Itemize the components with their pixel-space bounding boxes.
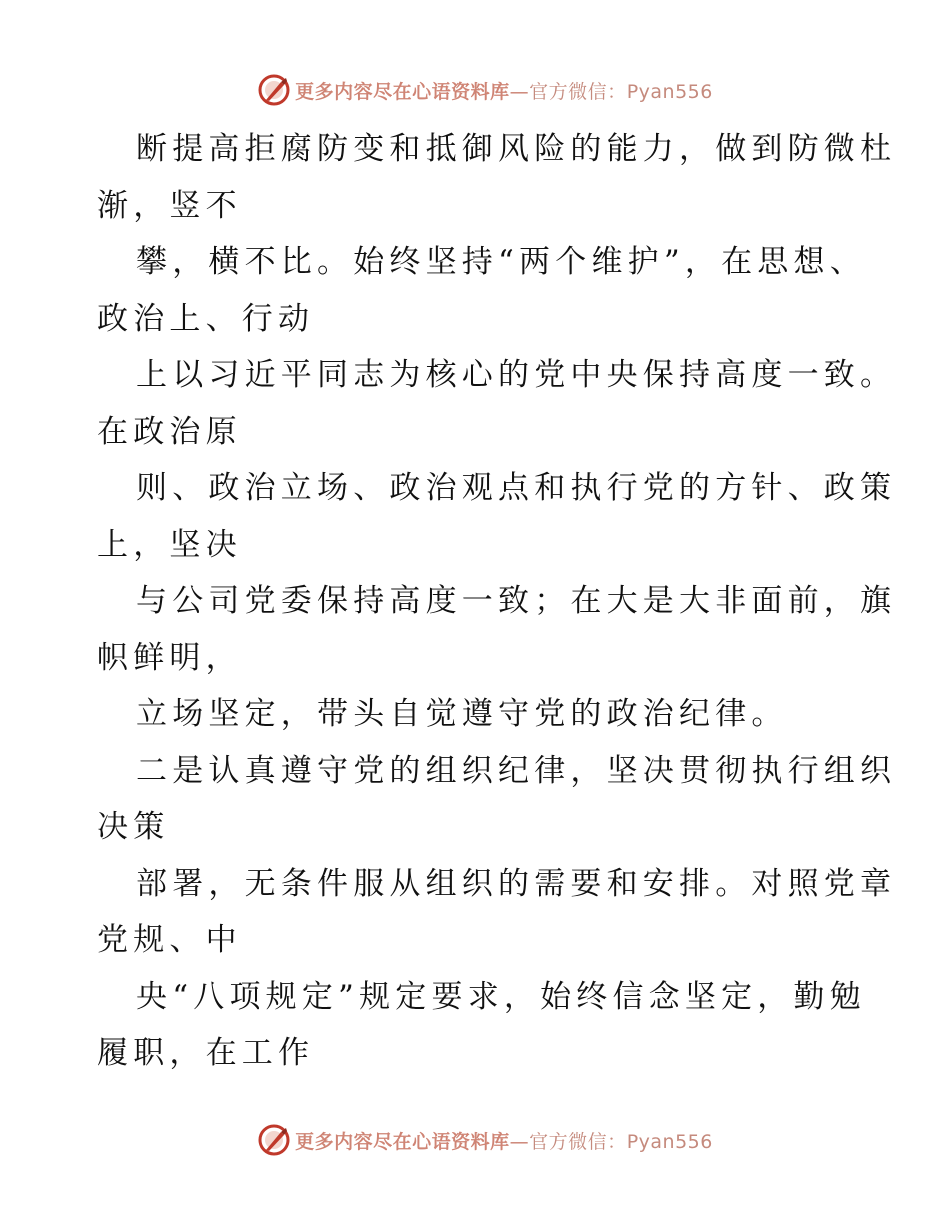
document-body xyxy=(97,121,897,1082)
footer-banner-content xyxy=(257,1123,713,1157)
footer-banner-text xyxy=(295,1127,713,1154)
footer-brand-text: 更多内容尽在心语资料库 xyxy=(295,1130,510,1153)
text-line: 二是认真遵守党的组织纪律，坚决贯彻执行组织 xyxy=(136,752,897,789)
text-line: 上以习近平同志为核心的党中央保持高度一致。 xyxy=(136,357,897,393)
text-line: 部署，无条件服从组织的需要和安排。对照党章 xyxy=(136,865,897,902)
text-line: 与公司党委保持高度一致；在大是大非面前，旗 xyxy=(136,583,897,619)
text-line: 在政治原 xyxy=(97,413,242,450)
text-line: 则、政治立场、政治观点和执行党的方针、政策 xyxy=(136,470,897,506)
text-line: 政治上、行动 xyxy=(97,300,315,337)
footer-dash: — xyxy=(509,1130,530,1153)
footer-wechat-id: Pyan556 xyxy=(626,1130,713,1153)
footer-wechat-label: 官方微信： xyxy=(529,1130,627,1153)
text-line: 党规、中 xyxy=(97,922,242,958)
text-line: 决策 xyxy=(97,809,170,845)
text-line: 攀，横不比。始终坚持“两个维护”，在思想、 xyxy=(136,244,866,280)
pen-nib-logo-icon xyxy=(257,1123,291,1157)
text-line: 立场坚定，带头自觉遵守党的政治纪律。 xyxy=(136,696,788,732)
header-wechat-id: Pyan556 xyxy=(626,80,713,103)
header-brand-text: 更多内容尽在心语资料库 xyxy=(295,80,510,103)
header-dash: — xyxy=(509,80,530,103)
text-line: 央“八项规定”规定要求，始终信念坚定，勤勉 xyxy=(136,978,866,1015)
header-banner xyxy=(0,70,950,110)
header-banner-content xyxy=(257,73,713,107)
text-line: 断提高拒腐防变和抵御风险的能力，做到防微杜 xyxy=(136,131,897,167)
header-wechat-label: 官方微信： xyxy=(529,80,627,103)
footer-banner xyxy=(0,1120,950,1160)
text-line: 上，坚决 xyxy=(97,526,242,563)
pen-nib-logo-icon xyxy=(257,73,291,107)
text-line: 帜鲜明， xyxy=(97,639,242,676)
text-line: 渐，竖不 xyxy=(97,187,242,224)
header-banner-text xyxy=(295,77,713,104)
text-line: 履职，在工作 xyxy=(97,1035,315,1071)
